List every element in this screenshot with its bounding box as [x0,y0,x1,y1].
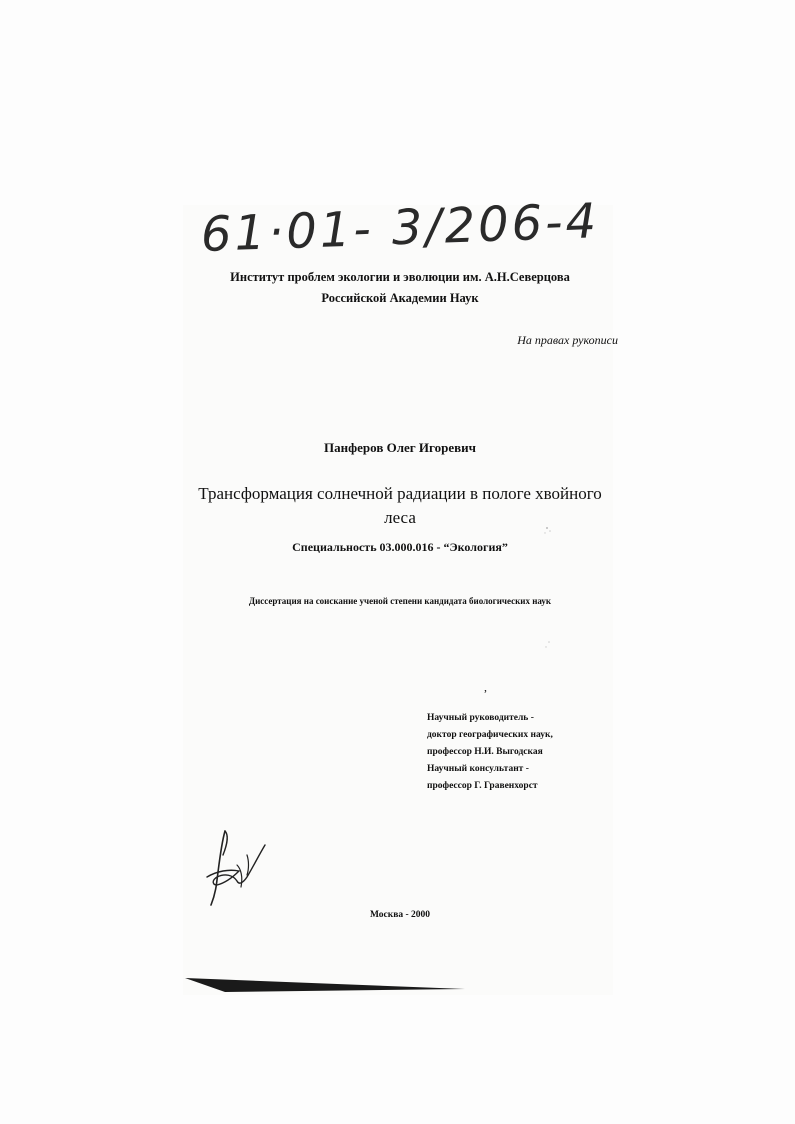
specialty-line: Специальность 03.000.016 - “Экология” [292,540,508,554]
advisor-line: Научный консультант - [427,764,529,774]
stray-mark: , [484,680,487,694]
institute-name: Институт проблем экологии и эволюции им. А.Н.Северцова [230,270,570,284]
scan-shadow [185,975,465,995]
advisors-block [427,710,553,795]
academy-name: Российской Академии Наук [321,291,479,305]
author-name: Панферов Олег Игоревич [324,440,476,455]
rights-note: На правах рукописи [517,333,618,347]
advisor-line: доктор географических наук, [427,730,553,740]
handwritten-signature [203,825,273,910]
advisor-line: профессор Г. Гравенхорст [427,781,538,791]
city-year: Москва - 2000 [369,910,431,920]
advisor-line: профессор Н.И. Выгодская [427,747,543,757]
advisor-line: Научный руководитель - [427,713,534,723]
dissertation-title: Трансформация солнечной радиации в пологе хвойного леса [198,484,602,527]
degree-note: Диссертация на соискание ученой степени кандидата биологических наук [248,596,552,606]
scan-noise [535,520,565,660]
handwritten-archive-code: 61·01- 3/206-4 [200,193,600,263]
